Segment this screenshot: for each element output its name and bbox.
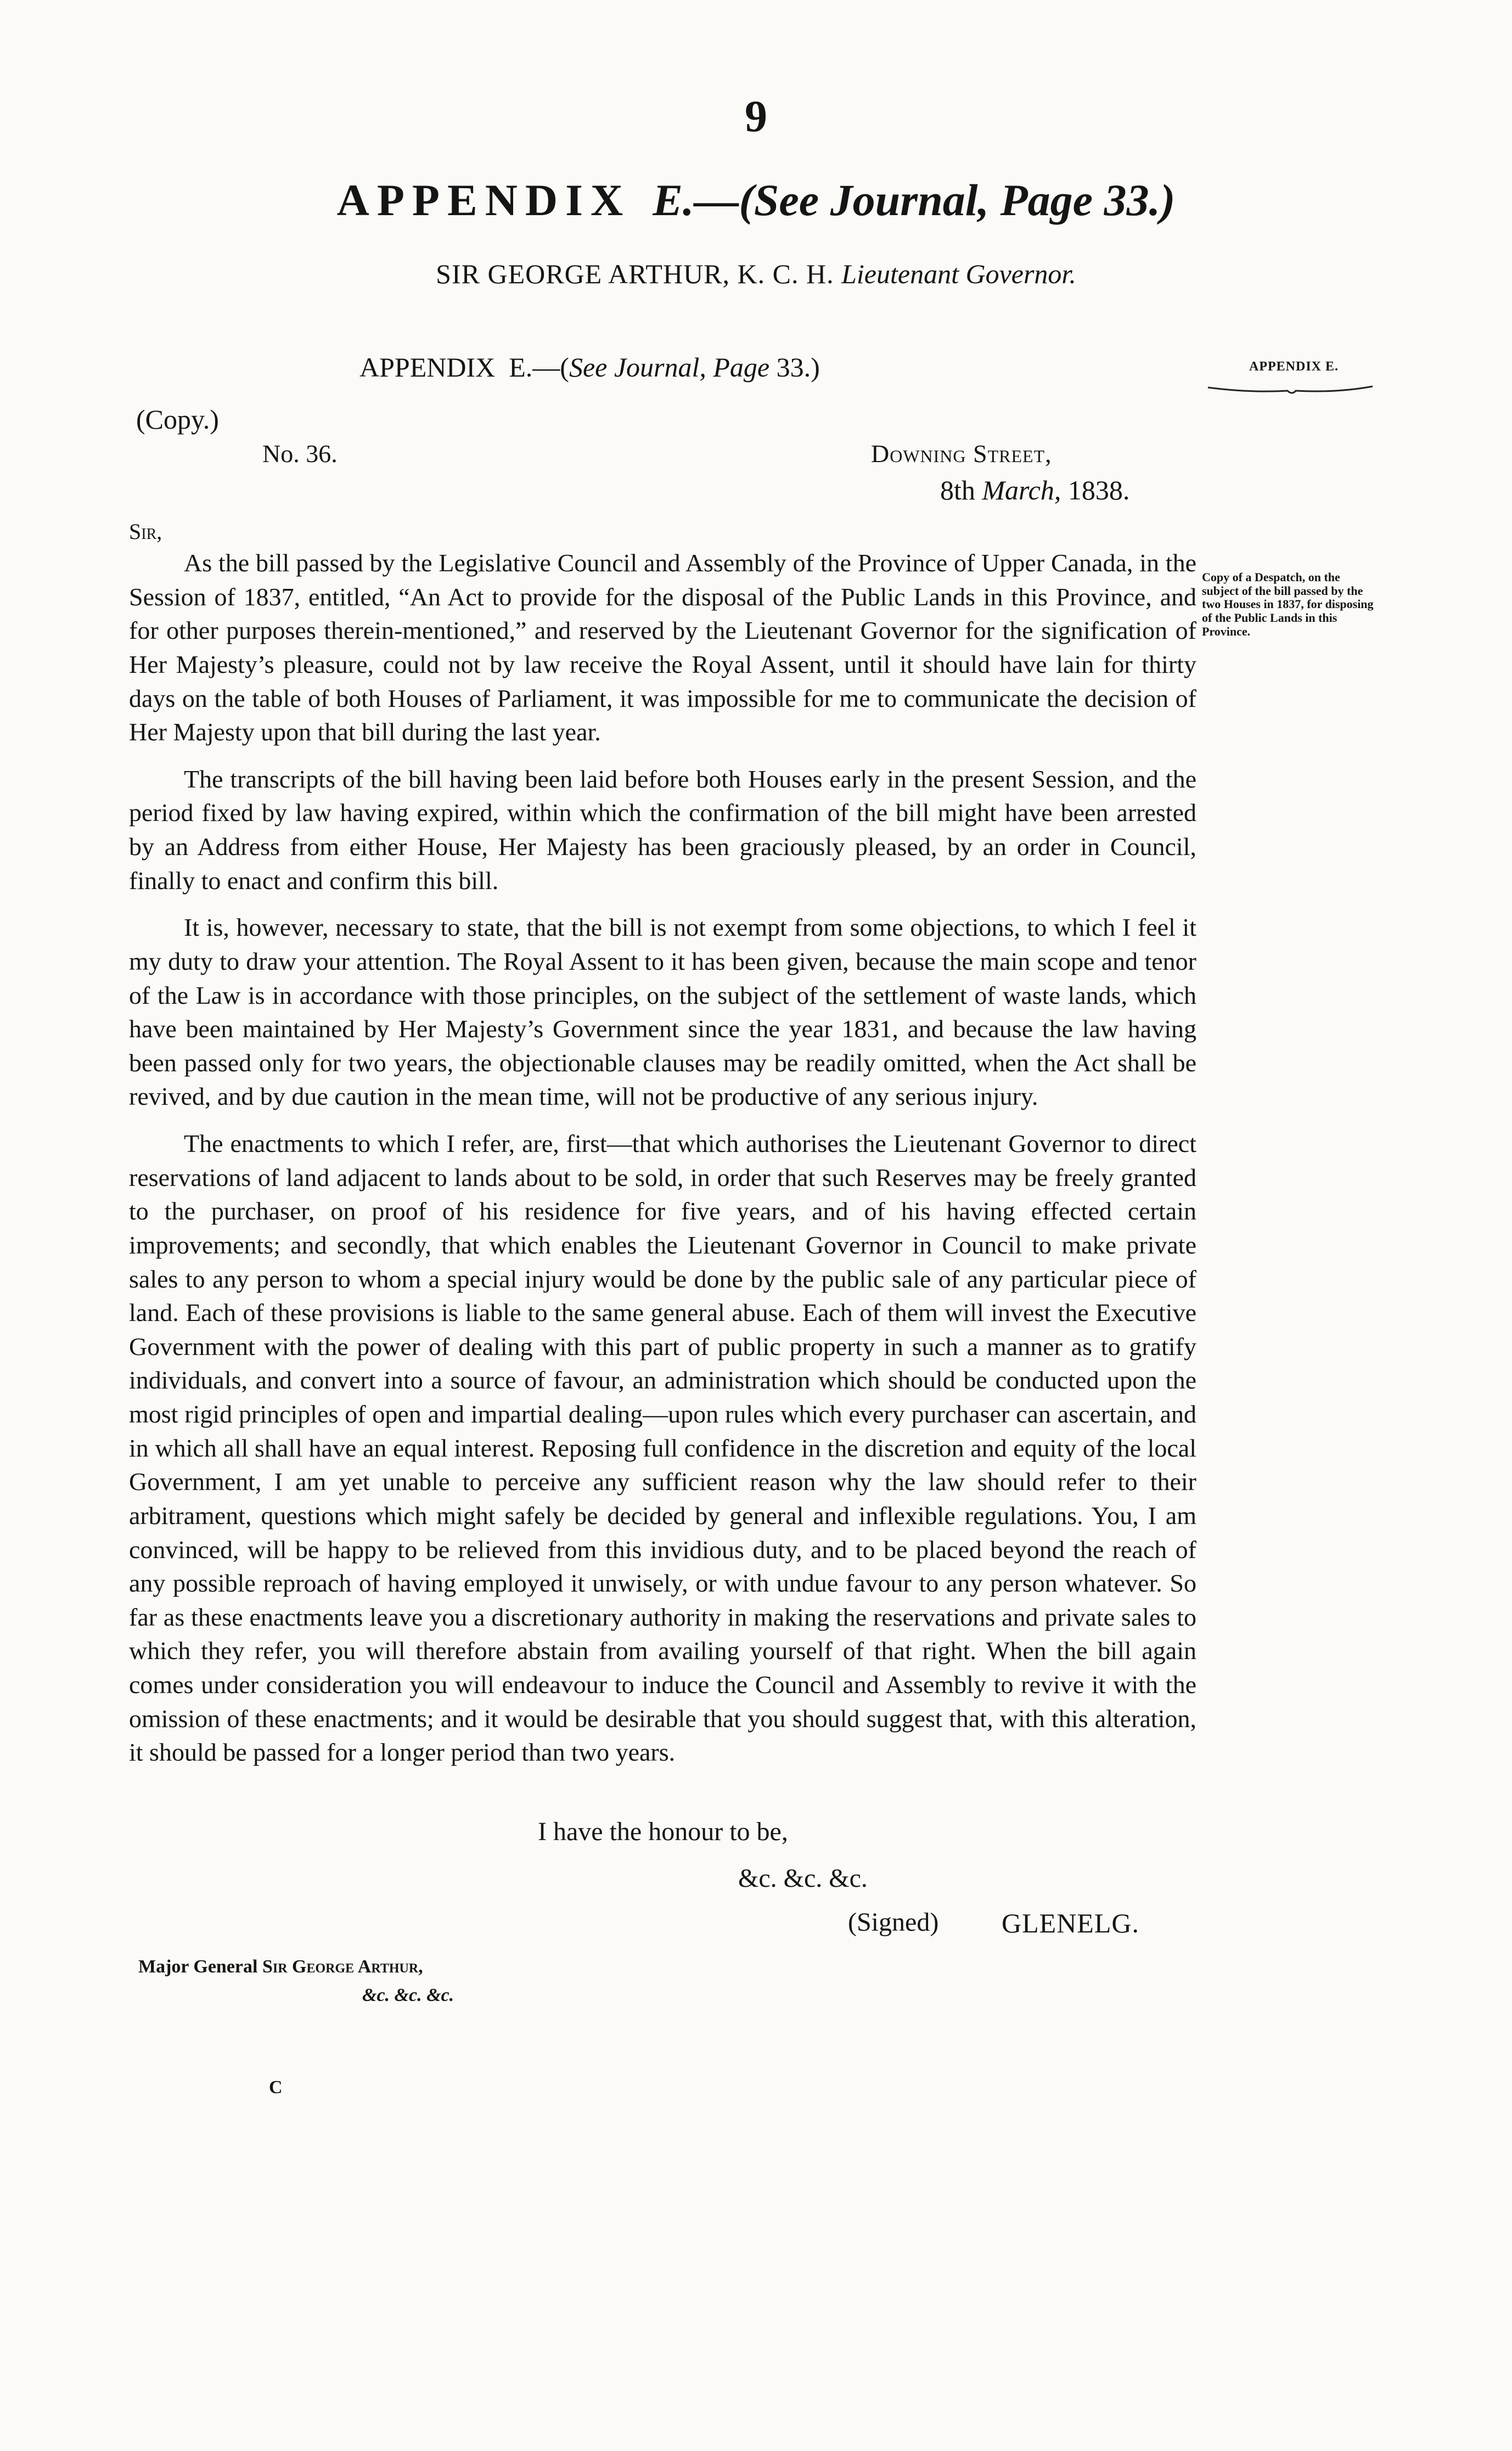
- date-year: 1838.: [1067, 475, 1130, 505]
- appendix-heading-label: APPENDIX: [336, 175, 631, 225]
- paragraph: The enactments to which I refer, are, first—that which authorises the Lieutenant Governor to direct reservations of land adjacent to lands about to be sold, in order that such Reserves may be freely granted to the purchaser, on proof of his residence for five years, and of his having effected certain improvements; and secondly, that which enables the Lieutenant Governor in Council to make private sales to any person to whom a special injury would be done by the public sale of any particular piece of land. Each of these provisions is liable to the same general abuse. Each of them will invest the Executive Government with the power of dealing with this part of public property in such a manner as to gratify individuals, and convert into a source of favour, an administration which should be conducted upon the most rigid principles of open and impartial dealing—upon rules which every purchaser can ascertain, and in which all shall have an equal interest. Reposing full confidence in the discretion and equity of the local Government, I am yet unable to perceive any sufficient reason why the law should refer to their arbitrament, questions which might safely be decided by general and inflexible regulations. You, I am convinced, will be happy to be relieved from this invidious duty, and to be placed beyond the reach of any possible reproach of having employed it unwisely, or with undue favour to any person whatever. So far as these enactments leave you a discretionary authority in making the reservations and private sales to which they refer, you will therefore abstain from availing yourself of that right. When the bill again comes under consideration you will endeavour to induce the Council and Assembly to revive it with the omission of these enactments; and it would be desirable that you should suggest that, with this alteration, it should be passed for a longer period than two years.: [129, 1129, 1196, 1767]
- appendix-heading-ref: E.—(See Journal, Page 33.): [653, 175, 1176, 225]
- signed-label: (Signed): [848, 1908, 939, 1937]
- sub-heading-ref-italic: See Journal, Page: [569, 352, 770, 383]
- date-day: 8th: [940, 475, 975, 505]
- addressee-etc: &c. &c. &c.: [362, 1985, 454, 2005]
- appendix-heading: [0, 175, 1512, 226]
- closing-line: I have the honour to be,: [538, 1817, 788, 1846]
- dispatch-number: No. 36.: [262, 440, 338, 468]
- date-month: March,: [982, 475, 1061, 505]
- addressee: [138, 1957, 423, 1977]
- dispatch-body: [129, 546, 1196, 1783]
- signature-mark: C: [269, 2077, 283, 2098]
- sub-heading-ref-end: 33.): [769, 352, 820, 383]
- paragraph: The transcripts of the bill having been laid before both Houses early in the present Session, and the period fixed by law having expired, within which the confirmation of the bill might have been arrested by an Address from either House, Her Majesty has been graciously pleased, by an order in Council, finally to enact and confirm this bill.: [129, 764, 1196, 895]
- margin-sidenote: Copy of a Despatch, on the subject of the bill passed by the two Houses in 1837, for disposing of the Public Lands in this Province.: [1202, 570, 1374, 638]
- addressee-name: Sir George Arthur,: [262, 1957, 423, 1977]
- salutation: Sir,: [129, 519, 162, 544]
- governor-title: Lieutenant Governor.: [841, 258, 1076, 289]
- dispatch-place: Downing Street,: [871, 440, 1052, 468]
- addressee-prefix: Major General: [138, 1957, 258, 1977]
- closing-etc: &c. &c. &c.: [738, 1864, 868, 1893]
- governor-line: [0, 258, 1512, 290]
- page-number: 9: [745, 91, 767, 141]
- paragraph: As the bill passed by the Legislative Council and Assembly of the Province of Upper Canada, in the Session of 1837, entitled, “An Act to provide for the disposal of the Public Lands in this Province, and for other purposes therein-mentioned,” and reserved by the Lieutenant Governor for the signification of Her Majesty’s pleasure, could not by law receive the Royal Assent, until it should have lain for thirty days on the table of both Houses of Parliament, it was impossible for me to communicate the decision of Her Majesty upon that bill during the last year.: [129, 549, 1196, 746]
- sub-heading-label: APPENDIX: [359, 352, 496, 383]
- dispatch-date: [940, 474, 1129, 506]
- sub-heading-ref-start: E.—(: [509, 352, 569, 383]
- margin-brace-line: [1205, 385, 1375, 396]
- governor-name: SIR GEORGE ARTHUR, K. C. H.: [436, 258, 834, 289]
- signature: GLENELG.: [1002, 1908, 1139, 1938]
- appendix-sub-heading: [359, 351, 820, 383]
- paragraph: It is, however, necessary to state, that the bill is not exempt from some objections, to which I feel it my duty to draw your attention. The Royal Assent to it has been given, because the main scope and tenor of the Law is in accordance with those principles, on the subject of the settlement of waste lands, which have been maintained by Her Majesty’s Government since the year 1831, and because the law having been passed only for two years, the objectionable clauses may be readily omitted, when the Act shall be revived, and by due caution in the mean time, will not be productive of any serious injury.: [129, 913, 1196, 1111]
- copy-label: (Copy.): [136, 404, 219, 435]
- margin-appendix-tag: APPENDIX E.: [1249, 359, 1339, 374]
